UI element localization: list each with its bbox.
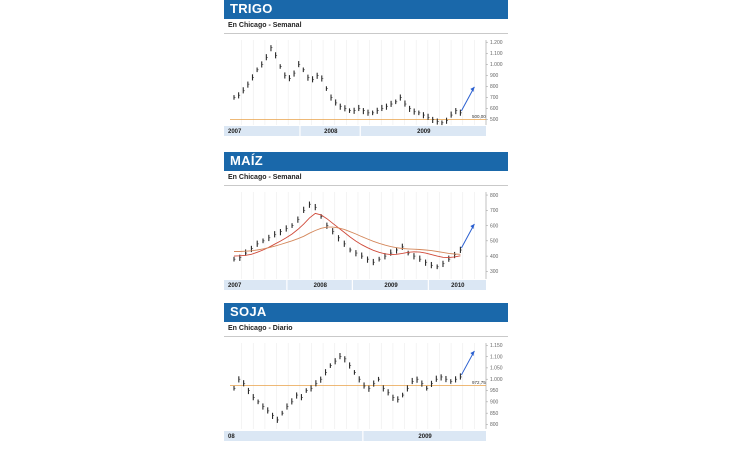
maiz-chart: [224, 186, 508, 303]
y-tick-label: 800: [490, 422, 499, 429]
panel-subheader: [224, 19, 508, 34]
y-tick-label: 850: [490, 410, 499, 417]
moving-average-line: [234, 227, 460, 254]
period-label: 2009: [417, 129, 431, 135]
panel-maiz: [224, 152, 508, 303]
y-tick-label: 1.150: [490, 342, 503, 349]
panel-trigo: [224, 0, 508, 153]
y-tick-label: 500: [490, 238, 499, 245]
y-tick-label: 400: [490, 253, 499, 260]
trigo-chart: [224, 34, 508, 153]
panel-subheader: [224, 171, 508, 186]
moving-average-line: [234, 213, 460, 257]
y-tick-label: 800: [490, 84, 499, 91]
panel-header: [224, 0, 508, 19]
period-label: 2007: [228, 283, 242, 289]
soja-chart: [224, 337, 508, 461]
panel-title: SOJA: [230, 304, 267, 319]
y-tick-label: 600: [490, 223, 499, 230]
y-tick-label: 1.100: [490, 50, 503, 57]
y-tick-label: 1.100: [490, 354, 503, 361]
y-tick-label: 900: [490, 399, 499, 406]
reference-label: 500,00: [472, 113, 486, 119]
period-label: 08: [228, 434, 235, 440]
y-tick-label: 1.000: [490, 376, 503, 383]
y-tick-label: 950: [490, 388, 499, 395]
panel-header: [224, 152, 508, 171]
y-tick-label: 1.000: [490, 61, 503, 68]
reference-label: 972,75: [472, 379, 486, 385]
period-strip: [224, 431, 486, 441]
period-label: 2007: [228, 129, 242, 135]
panel-title: MAÍZ: [230, 153, 263, 168]
y-tick-label: 1.050: [490, 365, 503, 372]
period-label: 2010: [451, 283, 465, 289]
y-tick-label: 600: [490, 106, 499, 113]
panel-title: TRIGO: [230, 1, 273, 16]
y-tick-label: 1.200: [490, 39, 503, 46]
y-tick-label: 700: [490, 208, 499, 215]
panel-subtitle: En Chicago - Diario: [228, 325, 293, 332]
panel-subtitle: En Chicago - Semanal: [228, 174, 302, 181]
panel-subheader: [224, 322, 508, 337]
y-tick-label: 900: [490, 73, 499, 80]
period-label: 2008: [313, 283, 327, 289]
period-label: 2009: [384, 283, 398, 289]
period-label: 2009: [418, 434, 432, 440]
panel-header: [224, 303, 508, 322]
y-tick-label: 700: [490, 95, 499, 102]
period-strip: [224, 280, 486, 290]
y-tick-label: 800: [490, 192, 499, 199]
y-tick-label: 500: [490, 117, 499, 124]
y-tick-label: 300: [490, 269, 499, 276]
panel-soja: [224, 303, 508, 461]
period-label: 2008: [324, 129, 338, 135]
panel-subtitle: En Chicago - Semanal: [228, 22, 302, 29]
period-strip: [224, 126, 486, 136]
